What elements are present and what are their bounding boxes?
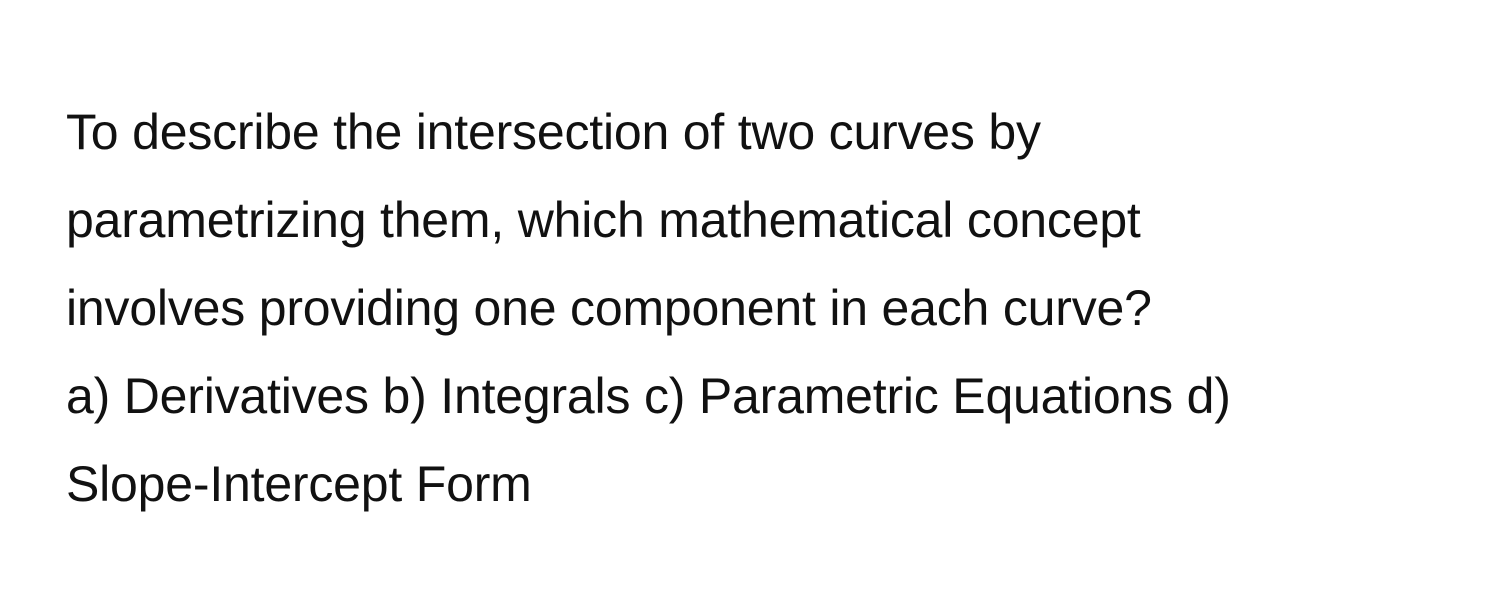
answer-options-line: Slope-Intercept Form bbox=[66, 456, 532, 512]
question-line: To describe the intersection of two curves by bbox=[66, 104, 1041, 160]
question-line: involves providing one component in each curve? bbox=[66, 280, 1152, 336]
question-line: parametrizing them, which mathematical concept bbox=[66, 192, 1141, 248]
question-text bbox=[66, 88, 1466, 528]
answer-options-line: a) Derivatives b) Integrals c) Parametric Equations d) bbox=[66, 368, 1231, 424]
